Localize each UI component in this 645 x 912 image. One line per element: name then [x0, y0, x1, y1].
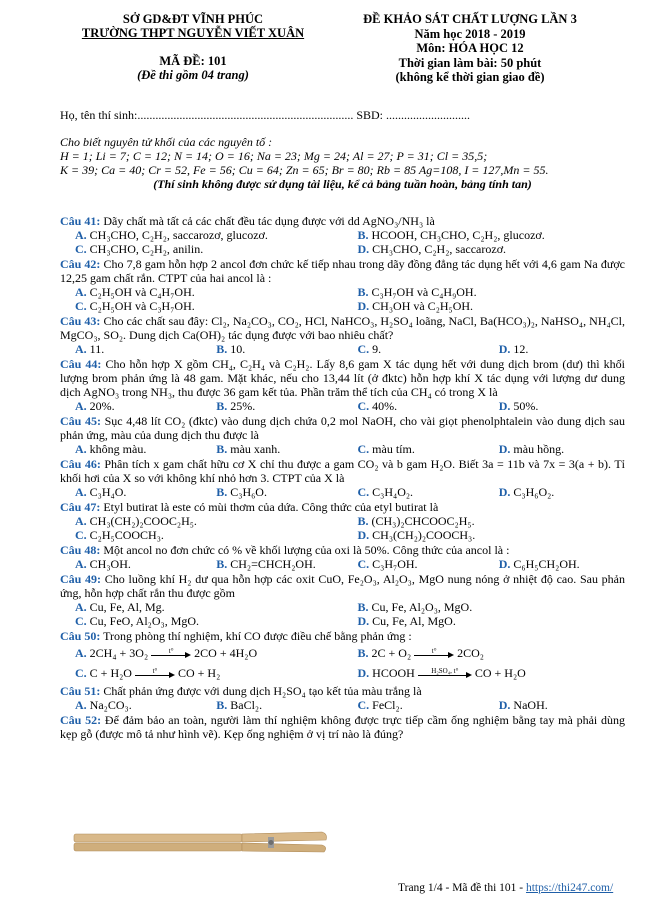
- option-a: A. Cu, Fe, Al, Mg.: [75, 600, 165, 614]
- option-c: C. 9.: [357, 342, 382, 356]
- school-name: TRƯỜNG THPT NGUYỄN VIẾT XUÂN: [81, 26, 305, 40]
- option-d: D. CH₃OH và C₂H₅OH.: [357, 299, 474, 313]
- question-50: [60, 629, 625, 683]
- option-a: A. CH₃CHO, C₂H₂, saccarozơ, glucozơ.: [75, 228, 268, 242]
- option-d: D. CH₃CHO, C₂H₂, saccarozơ.: [357, 242, 507, 256]
- question-text: Để đảm bảo an toàn, người làm thí nghiệm không được trực tiếp cầm ống nghiệm bằng tay mà phải dùng kẹp gỗ (được mô tả như hình vẽ). Kẹp ống nghiệm ở vị trí nào là đúng?: [60, 713, 626, 741]
- question-label: Câu 43:: [60, 314, 101, 328]
- option-c: C. C + H₂O t° CO + H₂: [75, 666, 221, 680]
- option-b: B. (CH₃)₂CHCOOC₂H₅.: [357, 514, 475, 528]
- option-b: B. BaCl₂.: [216, 698, 263, 712]
- school-year: Năm học 2018 - 2019: [414, 26, 526, 41]
- school-header: [78, 12, 308, 82]
- masses-line-2: K = 39; Ca = 40; Cr = 52, Fe = 56; Cu = 64; Zn = 65; Br = 80; Rb = 85 Ag=108, I = 127,Mn = 55.: [60, 163, 549, 177]
- question-text: Trong phòng thí nghiệm, khí CO được điều chế bằng phản ứng :: [103, 629, 412, 643]
- question-49: [60, 572, 625, 628]
- option-d: D. màu hồng.: [498, 442, 565, 456]
- atomic-masses: [60, 135, 625, 191]
- option-a: A. 2CH₄ + 3O₂ t° 2CO + 4H₂O: [75, 646, 258, 660]
- masses-line-1: H = 1; Li = 7; C = 12; N = 14; O = 16; Na = 23; Mg = 24; Al = 27; P = 31; Cl = 35,5;: [60, 149, 488, 163]
- option-b: B. màu xanh.: [216, 442, 281, 456]
- option-c: C. C₂H₅COOCH₃.: [75, 528, 164, 542]
- question-text: Cho 7,8 gam hỗn hợp 2 ancol đơn chức kế tiếp nhau trong dãy đồng đẳng tác dụng hết với 4,6 gam Na được 12,25 gam chất rắn. CTPT của hai ancol là :: [60, 257, 626, 285]
- question-46: [60, 457, 625, 499]
- option-d: D. HCOOH H₂SO₄, t° CO + H₂O: [357, 666, 526, 680]
- option-a: A. 11.: [75, 342, 105, 356]
- reaction-arrow: H₂SO₄, t°: [418, 670, 472, 679]
- rules-note: (Thí sinh không được sử dụng tài liệu, kể cả bảng tuần hoàn, bảng tính tan): [153, 177, 532, 191]
- question-text: Dãy chất mà tất cả các chất đều tác dụng được với dd AgNO₃/NH₃ là: [103, 214, 435, 228]
- time-note: (không kể thời gian giao đề): [395, 70, 545, 84]
- question-label: Câu 42:: [60, 257, 101, 271]
- reaction-arrow: t°: [135, 670, 175, 679]
- option-c: C. CH₃CHO, C₂H₂, anilin.: [75, 242, 204, 256]
- question-text: Cho hỗn hợp X gồm CH₄, C₂H₄ và C₂H₂. Lấy 8,6 gam X tác dụng hết với dung dịch brom (dư) thì khối lượng brom phản ứng là 48 gam. Mặt khác, nếu cho 13,44 lít (ở đktc) hỗn hợp khí X tác dụng với lượng dư dung dịch AgNO₃ trong NH₃, thu được 36 gam kết tủa. Phần trăm thể tích của CH₄ có trong X là: [60, 357, 625, 399]
- question-text: Etyl butirat là este có mùi thơm của dứa. Công thức của etyl butirat là: [103, 500, 439, 514]
- question-41: [60, 214, 625, 256]
- time-limit: Thời gian làm bài: 50 phút: [398, 55, 542, 70]
- option-a: A. 20%.: [75, 399, 115, 413]
- subject: Môn: HÓA HỌC 12: [416, 41, 524, 55]
- question-label: Câu 45:: [60, 414, 101, 428]
- option-a: A. C₃H₄O.: [75, 485, 127, 499]
- option-c: C. C₃H₄O₂.: [357, 485, 414, 499]
- question-48: [60, 543, 625, 571]
- option-a: A. CH₃(CH₂)₂COOC₂H₅.: [75, 514, 197, 528]
- option-d: D. 50%.: [498, 399, 539, 413]
- question-text: Chất phản ứng được với dung dịch H₂SO₄ tạo kết tủa màu trắng là: [103, 684, 422, 698]
- option-a: A. Na₂CO₃.: [75, 698, 132, 712]
- footer-link[interactable]: https://thi247.com/: [525, 882, 614, 894]
- reaction-arrow: t°: [151, 650, 191, 659]
- question-47: [60, 500, 625, 542]
- option-b: B. C₃H₇OH và C₄H₉OH.: [357, 285, 477, 299]
- question-label: Câu 50:: [60, 629, 101, 643]
- option-d: D. CH₃(CH₂)₂COOCH₃.: [357, 528, 476, 542]
- question-42: [60, 257, 625, 313]
- option-a: A. không màu.: [75, 442, 147, 456]
- pages-note: (Đề thi gồm 04 trang): [137, 68, 249, 82]
- question-label: Câu 47:: [60, 500, 101, 514]
- question-51: [60, 684, 625, 712]
- question-43: [60, 314, 625, 356]
- question-label: Câu 44:: [60, 357, 102, 371]
- question-52: [60, 713, 625, 741]
- question-label: Câu 48:: [60, 543, 101, 557]
- exam-title: ĐỀ KHẢO SÁT CHẤT LƯỢNG LẦN 3: [363, 12, 577, 26]
- exam-header: [330, 12, 610, 85]
- footer-text: Trang 1/4 - Mã đề thi 101 -: [398, 882, 526, 894]
- option-d: D. 12.: [498, 342, 529, 356]
- option-c: C. màu tím.: [357, 442, 415, 456]
- exam-code: MÃ ĐỀ: 101: [159, 54, 227, 68]
- option-b: B. 10.: [216, 342, 246, 356]
- question-44: [60, 357, 625, 413]
- question-label: Câu 51:: [60, 684, 101, 698]
- test-tube-clamp-image: [72, 828, 332, 856]
- masses-intro: Cho biết nguyên tử khối của các nguyên tố :: [60, 135, 273, 149]
- question-45: [60, 414, 625, 456]
- question-label: Câu 41:: [60, 214, 101, 228]
- option-c: C. 40%.: [357, 399, 398, 413]
- option-c: C. C₃H₇OH.: [357, 557, 418, 571]
- option-b: B. 2C + O₂ t° 2CO₂: [357, 646, 484, 660]
- option-b: B. Cu, Fe, Al₂O₃, MgO.: [357, 600, 473, 614]
- option-b: B. 25%.: [216, 399, 256, 413]
- page-footer: [398, 882, 613, 894]
- option-b: B. C₃H₆O.: [216, 485, 267, 499]
- option-b: B. CH₂=CHCH₂OH.: [216, 557, 316, 571]
- question-text: Một ancol no đơn chức có % về khối lượng của oxi là 50%. Công thức của ancol là :: [103, 543, 510, 557]
- student-info-line: Họ, tên thí sinh:........................................................................ SBD: ............................: [60, 108, 471, 122]
- question-list: [60, 214, 625, 742]
- option-d: D. NaOH.: [498, 698, 548, 712]
- question-text: Cho các chất sau đây: Cl₂, Na₂CO₃, CO₂, HCl, NaHCO₃, H₂SO₄ loãng, NaCl, Ba(HCO₃)₂, NaHSO₄, NH₄Cl, MgCO₃, SO₂. Dung dịch Ca(OH)₂ tác dụng được với bao nhiêu chất?: [60, 314, 626, 342]
- question-label: Câu 49:: [60, 572, 102, 586]
- option-c: C. C₂H₅OH và C₃H₇OH.: [75, 299, 195, 313]
- question-text: Sục 4,48 lít CO₂ (đktc) vào dung dịch chứa 0,2 mol NaOH, cho vài giọt phenolphtalein vào dung dịch sau phản ứng, màu của dung dịch thu được là: [60, 414, 626, 442]
- question-label: Câu 52:: [60, 713, 102, 727]
- option-c: C. Cu, FeO, Al₂O₃, MgO.: [75, 614, 200, 628]
- option-d: D. C₃H₆O₂.: [498, 485, 555, 499]
- option-a: A. CH₃OH.: [75, 557, 131, 571]
- option-d: D. Cu, Fe, Al, MgO.: [357, 614, 456, 628]
- option-a: A. C₂H₅OH và C₄H₇OH.: [75, 285, 195, 299]
- question-label: Câu 46:: [60, 457, 101, 471]
- question-text: Cho luồng khí H₂ dư qua hỗn hợp các oxit CuO, Fe₂O₃, Al₂O₃, MgO nung nóng ở nhiệt độ cao. Sau phản ứng, hỗn hợp chất rắn thu được gồm: [60, 572, 626, 600]
- question-text: Phân tích x gam chất hữu cơ X chỉ thu được a gam CO₂ và b gam H₂O. Biết 3a = 11b và 7x = 3(a + b). Tỉ khối hơi của X so với không khí nhỏ hơn 3. CTPT của X là: [60, 457, 625, 485]
- option-b: B. HCOOH, CH₃CHO, C₂H₂, glucozơ.: [357, 228, 545, 242]
- option-d: D. C₆H₅CH₂OH.: [498, 557, 580, 571]
- reaction-arrow: t°: [414, 650, 454, 659]
- option-c: C. FeCl₂.: [357, 698, 403, 712]
- department-name: SỞ GD&ĐT VĨNH PHÚC: [122, 12, 264, 26]
